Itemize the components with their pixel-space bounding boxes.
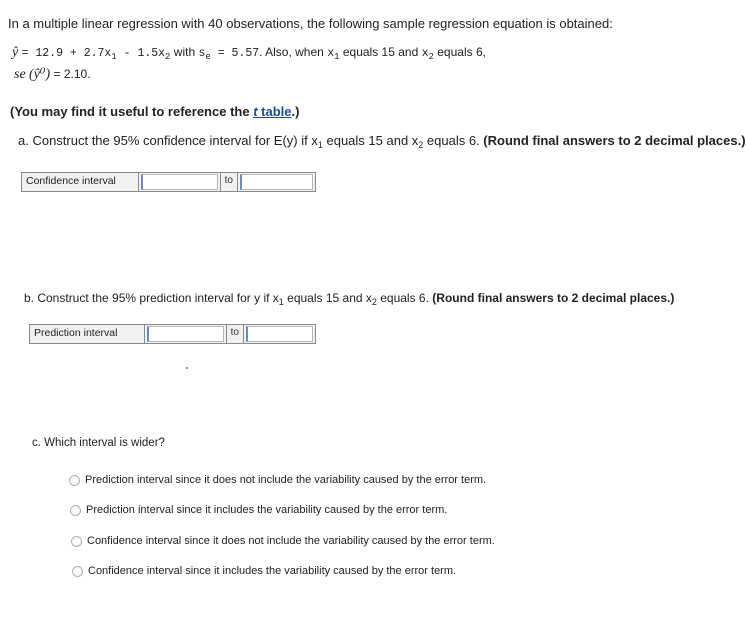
prediction-interval-row — [29, 324, 316, 344]
option-confidence-with-error[interactable]: Confidence interval since it includes the variability caused by the error term. — [72, 565, 456, 577]
ci-to-label: to — [220, 173, 238, 191]
radio-button[interactable] — [72, 566, 83, 577]
standard-error-equation: se (ŷ⁰) = 2.10. — [14, 67, 91, 82]
stray-mark — [186, 367, 188, 369]
option-prediction-no-error[interactable]: Prediction interval since it does not include the variability caused by the error term. — [69, 474, 486, 486]
pi-upper-input[interactable] — [246, 326, 313, 342]
option-confidence-no-error[interactable]: Confidence interval since it does not include the variability caused by the error term. — [71, 535, 495, 547]
round-note: (Round final answers to 2 decimal places.) — [483, 133, 746, 148]
table-hint: (You may find it useful to reference the t table.) — [10, 104, 300, 119]
option-prediction-with-error[interactable]: Prediction interval since it includes the variability caused by the error term. — [70, 504, 447, 516]
round-note: (Round final answers to 2 decimal places.) — [432, 291, 675, 305]
part-b-question: b. Construct the 95% prediction interval for y if $x_1$ equals 15 and $x_2$ equals 6. (Round final answers to 2 decimal places.) — [24, 291, 675, 307]
radio-button[interactable] — [71, 536, 82, 547]
radio-button[interactable] — [69, 475, 80, 486]
prediction-interval-label: Prediction interval — [30, 325, 145, 343]
pi-lower-input[interactable] — [147, 326, 224, 342]
ci-lower-input[interactable] — [141, 174, 218, 190]
part-a-question: a. Construct the 95% confidence interval for E(y) if $x_1$ equals 15 and $x_2$ equals 6. (Round final answers to 2 decimal places.) — [18, 133, 746, 150]
confidence-interval-label: Confidence interval — [22, 173, 139, 191]
problem-intro: In a multiple linear regression with 40 observations, the following sample regression equation is obtained: — [8, 16, 613, 31]
part-c-question: c. Which interval is wider? — [32, 437, 165, 449]
t-table-link[interactable]: t table — [253, 104, 292, 119]
ci-upper-input[interactable] — [240, 174, 313, 190]
regression-equation: ŷ = $12.9 + 2.7x_1 - 1.5x_2$ with $s_e = 5.57$. Also, when $x_1$ equals 15 and $x_2$ equals 6, — [12, 45, 486, 62]
pi-to-label: to — [226, 325, 244, 343]
confidence-interval-row — [21, 172, 316, 192]
radio-button[interactable] — [70, 505, 81, 516]
